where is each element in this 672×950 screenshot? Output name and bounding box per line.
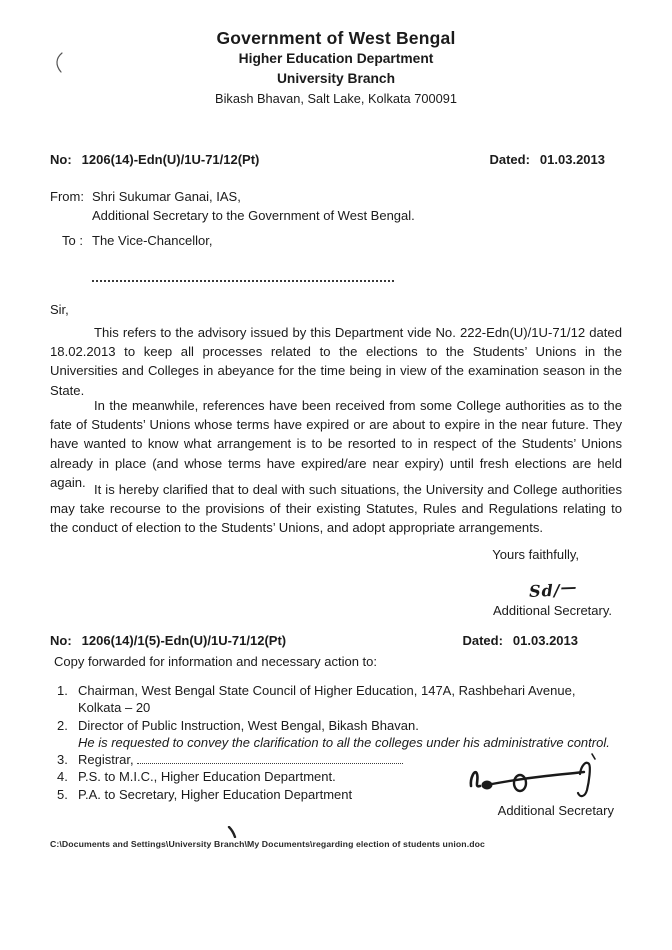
from-block [50,187,415,225]
final-designation: Additional Secretary [497,803,614,818]
to-recipient: The Vice-Chancellor, [92,233,213,248]
memo-number: No: 1206(14)-Edn(U)/1U-71/12(Pt) [50,152,260,167]
forwarding-reference-row [50,633,622,648]
list-item [57,717,622,734]
list-item-number: 5. [57,786,68,802]
org-title: Government of West Bengal [216,28,456,48]
list-item-text: P.A. to Secretary, Higher Education Department [78,786,353,802]
document-file-path: C:\Documents and Settings\University Branch\My Documents\regarding election of students union.doc [50,839,485,849]
sd-signature: Sd/— [529,577,578,601]
closing-designation: Additional Secretary. [493,603,612,618]
from-designation: Additional Secretary to the Government of West Bengal. [92,208,415,223]
list-item-text: Chairman, West Bengal State Council of Higher Education, 147A, Rashbehari Avenue, Kolkata – 20 [78,683,576,716]
list-item-note-italic: He is requested to convey the clarification to all the colleges under his administrative control. [78,734,610,750]
forwarding-memo-date: Dated: 01.03.2013 [462,633,578,648]
list-item [57,682,622,717]
from-label: From: [50,189,84,204]
list-item-number: 2. [57,717,68,733]
list-item-text: Registrar, [78,751,403,768]
copy-forwarded-intro: Copy forwarded for information and necessary action to: [54,654,378,669]
list-item-text: Director of Public Instruction, West Bengal, Bikash Bhavan. [78,717,419,733]
list-item-number: 4. [57,769,68,785]
memo-date: Dated: 01.03.2013 [489,152,605,167]
from-name: Shri Sukumar Ganai, IAS, [92,189,241,204]
paragraph-references: In the meanwhile, references have been received from some College authorities as to the fate of Students’ Unions whose terms have expired or are about to expire in the near future. They have wanted to know what arrangement is to be resorted to in respect of the Students’ Unions already in place (and whose terms have expired/are near expiry) until fresh elections are held again. [50,398,622,490]
registrar-blank-dotted-line [137,754,403,764]
list-item-text: P.S. to M.I.C., Higher Education Department. [78,769,336,785]
paragraph-clarification: It is hereby clarified that to deal with such situations, the University and College authorities may take recourse to the provisions of their existing Statutes, Rules and Regulations relating to the conduct of election to the Students’ Unions, and adopt appropriate arrangements. [50,482,622,536]
org-address: Bikash Bhavan, Salt Lake, Kolkata 700091 [215,91,457,106]
valediction: Yours faithfully, [492,547,579,562]
org-branch: University Branch [276,71,396,86]
org-department: Higher Education Department [238,51,434,66]
letterhead [0,27,672,108]
scan-artifact-tick [226,826,238,838]
forwarding-memo-number: No: 1206(14)/1(5)-Edn(U)/1U-71/12(Pt) [50,633,287,648]
to-block [62,231,212,250]
salutation: Sir, [50,302,69,317]
recipient-blank-dotted-line [92,278,394,282]
paragraph-advisory: This refers to the advisory issued by this Department vide No. 222-Edn(U)/1U-71/12 dated 18.02.2013 to keep all processes related to the elections to the Students’ Unions in the Universities and Colleges in abeyance for the time being in view of the examination season in the State. [50,325,622,398]
list-item-number: 3. [57,752,68,768]
to-label: To : [62,233,83,248]
reference-row [50,152,622,167]
handwritten-signature [468,752,600,804]
list-item-number: 1. [57,683,68,698]
